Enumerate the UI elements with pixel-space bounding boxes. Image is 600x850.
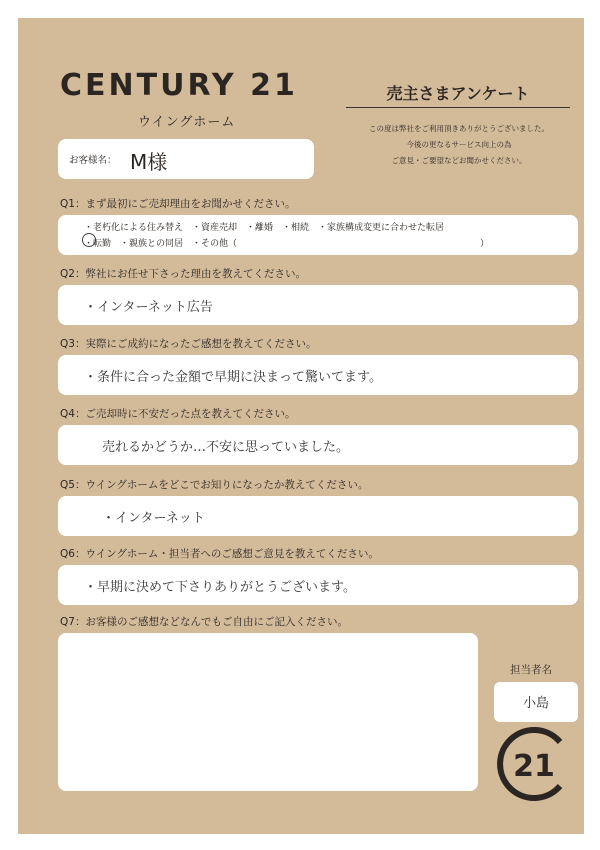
question-3-answer: ・条件に合った金額で早期に決まって驚いてます。 [84, 370, 382, 385]
question-4-answer-box [58, 425, 578, 465]
staff-name: 小島 [522, 696, 549, 711]
question-6-label: Q6：ウイングホーム・担当者へのご感想ご意見を教えてください。 [60, 548, 379, 560]
staff-name-box [494, 682, 578, 722]
form-title: 売主さまアンケート [386, 84, 530, 103]
question-4-answer: 売れるかどうか…不安に思っていました。 [102, 440, 350, 455]
staff-label: 担当者名 [510, 664, 552, 676]
customer-name-label: お客様名： [69, 155, 117, 166]
question-7-label: Q7：お客様のご感想などなんでもご自由にご記入ください。 [60, 616, 348, 628]
question-6-answer: ・早期に決めて下さりありがとうございます。 [84, 580, 356, 595]
question-2-answer: ・インターネット広告 [84, 300, 213, 315]
seal-number: 21 [513, 749, 555, 784]
survey-sheet [18, 18, 584, 834]
intro-line: この度は弊社をご利用頂きありがとうございました。 [369, 124, 549, 133]
question-2-label: Q2：弊社にお任せ下さった理由を教えてください。 [60, 268, 306, 280]
question-1-options-box [58, 215, 578, 255]
question-3-label: Q3：実際にご成約になったご感想を教えてください。 [60, 338, 317, 350]
intro-text [354, 121, 564, 169]
question-1-options-row-2: ・転勤 ・親族との同居 ・その他（ ） [84, 239, 490, 249]
intro-line: 今後の更なるサービス向上の為 [406, 140, 512, 149]
brand-logo: CENTURY 21 [60, 68, 298, 103]
question-6-answer-box [58, 565, 578, 605]
brand-subtitle: ウイングホーム [138, 115, 236, 130]
question-1-options-row-1: ・老朽化による住み替え ・資産売却 ・離婚 ・相続 ・家族構成変更に合わせた転居 [84, 223, 445, 233]
question-3-answer-box [58, 355, 578, 395]
title-underline [346, 107, 570, 108]
question-1-label: Q1：まず最初にご売却理由をお聞かせください。 [60, 198, 296, 210]
question-5-label: Q5：ウイングホームをどこでお知りになったか教えてください。 [60, 479, 369, 491]
question-4-label: Q4：ご売却時に不安だった点を教えてください。 [60, 408, 296, 420]
question-2-answer-box [58, 285, 578, 325]
question-5-answer: ・インターネット [102, 511, 205, 526]
question-7-answer-box [58, 633, 478, 791]
customer-name-value: M様 [130, 150, 168, 174]
question-5-answer-box [58, 496, 578, 536]
century21-seal-icon [494, 726, 570, 802]
intro-line: ご意見・ご要望などお聞かせください。 [391, 156, 527, 165]
customer-name-box [58, 139, 314, 179]
